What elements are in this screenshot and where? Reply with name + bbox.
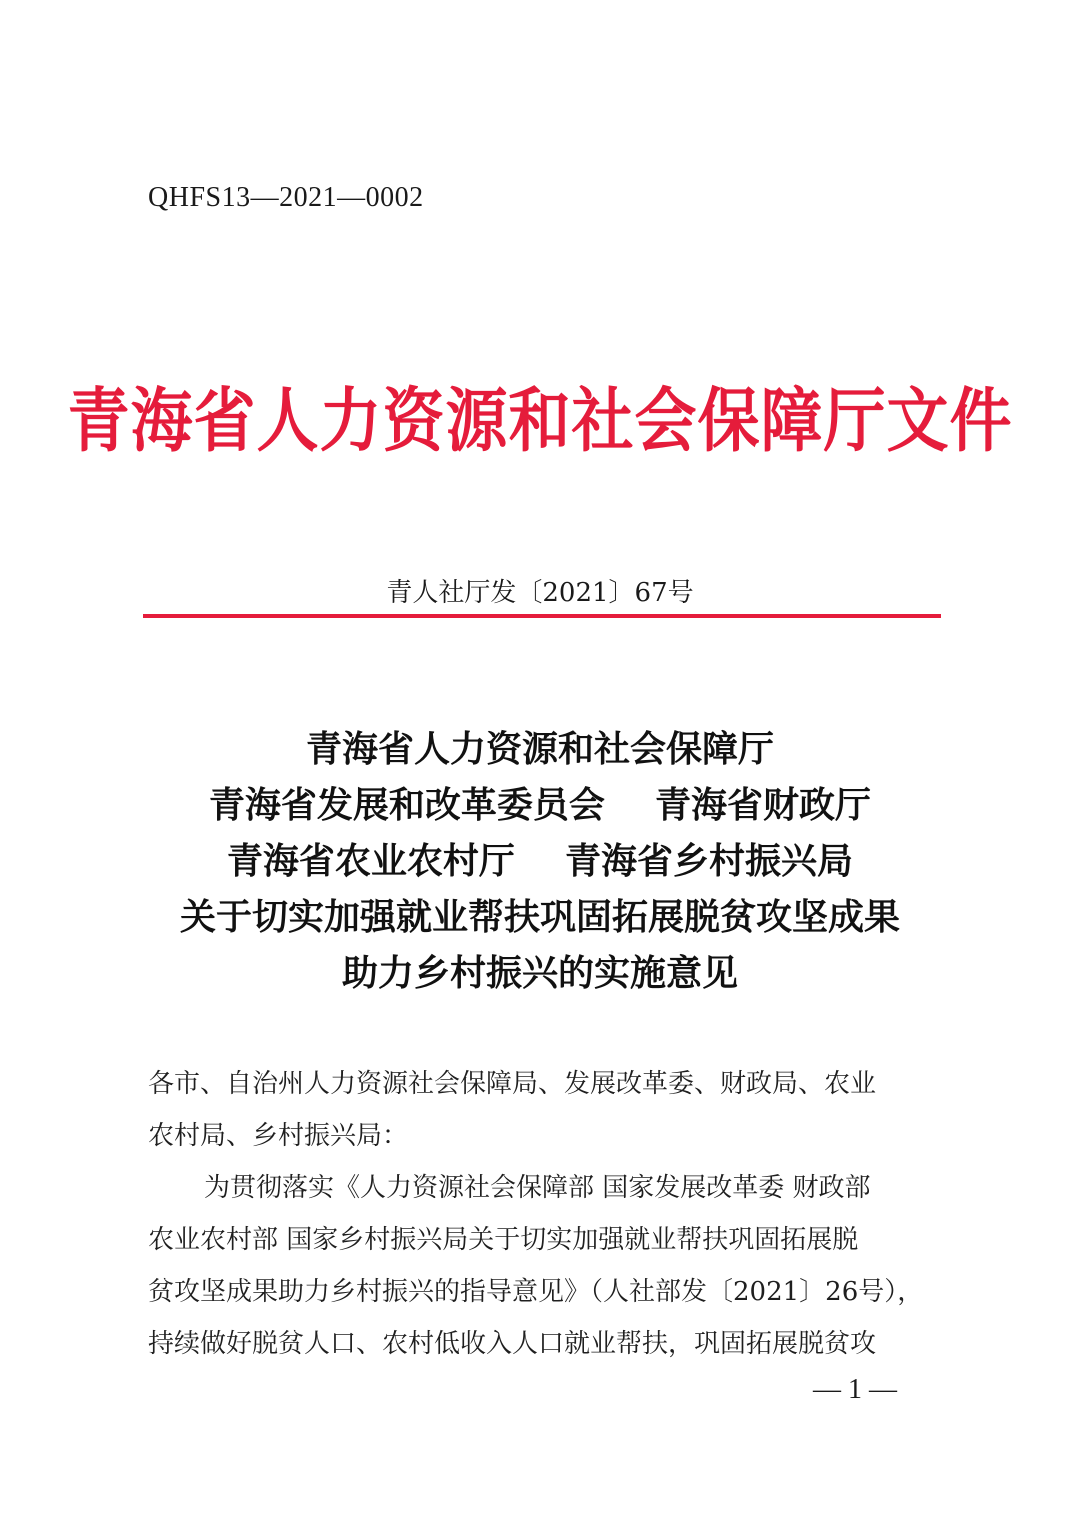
title-line: 助力乡村振兴的实施意见 [341,953,738,994]
title-line: 关于切实加强就业帮扶巩固拓展脱贫攻坚成果 [179,897,900,938]
title-line: 青海省农业农村厅 青海省乡村振兴局 [226,841,854,882]
body-line: 为贯彻落实《人力资源社会保障部 国家发展改革委 财政部 [204,1173,871,1203]
body-line: 农业农村部 国家乡村振兴局关于切实加强就业帮扶巩固拓展脱 [148,1225,859,1255]
recipients-line: 农村局、乡村振兴局： [148,1121,409,1151]
masthead-title: 青海省人力资源和社会保障厅文件 [67,379,1013,462]
body-line: 持续做好脱贫人口、农村低收入人口就业帮扶，巩固拓展脱贫攻 [148,1329,877,1359]
document-code: QHFS13—2021—0002 [148,182,424,213]
title-line: 青海省人力资源和社会保障厅 [305,729,774,770]
body-line: 贫攻坚成果助力乡村振兴的指导意见》（人社部发〔2021〕26号）， [148,1277,924,1307]
page-number: — 1 — [813,1374,897,1405]
document-title [0,722,1080,1002]
document-body [148,1058,938,1370]
recipients-line: 各市、自治州人力资源社会保障局、发展改革委、财政局、农业 [148,1069,877,1099]
title-line: 青海省发展和改革委员会 青海省财政厅 [208,785,872,826]
red-divider-line [143,614,941,618]
document-number: 青人社厅发〔2021〕67号 [386,578,694,608]
